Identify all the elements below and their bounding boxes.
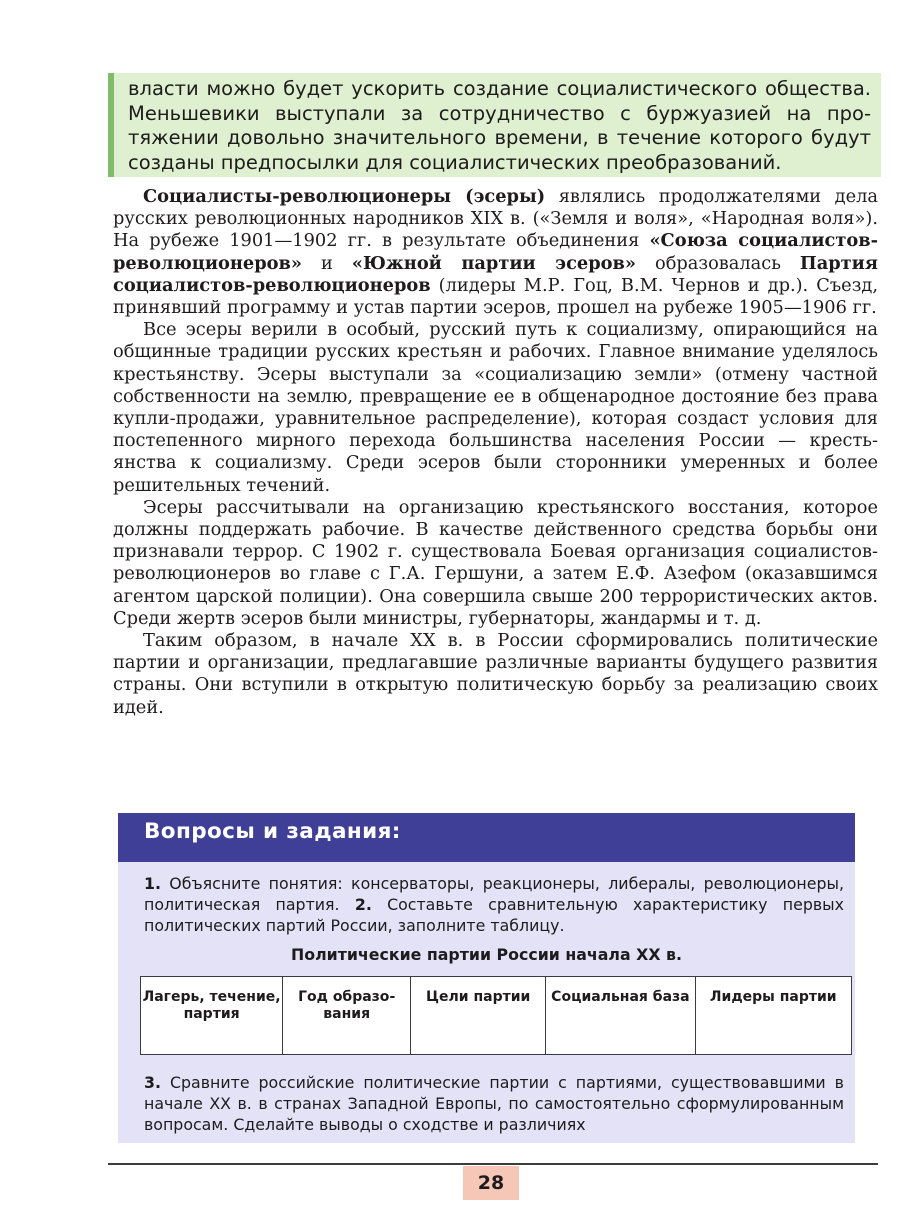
col-leaders: Лидеры партии [695,977,851,1055]
col-social-base: Социальная база [546,977,695,1055]
col-year: Год образования [283,977,411,1055]
question-1-2: 1. Объясните понятия: консерваторы, реакционеры, либералы, революционеры, политическая партия. 2. Составьте сравнительную характеристику первых политических партий России, заполните таблицу. [144,874,844,935]
paragraph-sr-terror: Эсеры рассчитывали на организацию крестьянского восстания, которое должны поддержать рабочие. В качестве действенного средства борьбы они признавали террор. С 1902 г. существовала Боевая организация социалистов-революционеров во главе с Г.А. Гершуни, а затем Е.Ф. Азефом (оказавшимся агентом царской полиции). Она совершила свыше 200 террористических актов. Среди жертв эсеров были министры, губернаторы, жандармы и т. д. [113,496,878,629]
term-union-sr: «Союза социалистов-революционеров» [113,230,878,274]
col-goals: Цели партии [411,977,546,1055]
intro-highlight-box [108,73,881,177]
parties-table [140,976,852,1055]
term-sr-party: Партия социалистов-революционеров [113,252,879,296]
questions-block [118,813,855,1143]
term-socialist-revolutionaries: Социалисты-революционеры (эсеры) [143,186,546,207]
paragraph-conclusion: Таким образом, в начале XX в. в России сформировались политические партии и организации, предлагавшие различные варианты будущего развития страны. Они вступили в открытую политическую борьбу за реализацию своих идей. [113,630,878,718]
paragraph-sr-party: Социалисты-революционеры (эсеры) являлись продолжателями дела русских революционных народников XIX в. («Земля и воля», «Народная воля»). На рубеже 1901—1902 гг. в результате объединения «Союза социалистов-революционеров» и «Южной партии эсеров» образовалась Партия социалистов-революционеров (лидеры М.Р. Гоц, В.М. Чернов и др.). Съезд, принявший программу и устав партии эсеров, прошел на рубеже 1905—1906 гг. [113,186,879,319]
main-text [113,186,878,719]
term-southern-party: «Южной партии эсеров» [351,252,636,274]
table-header-row [141,977,852,1055]
footer-divider [108,1163,878,1165]
page-number: 28 [463,1166,519,1200]
questions-title: Вопросы и задания: [144,819,401,844]
questions-header [118,813,855,862]
question-3: 3. Сравните российские политические партии с партиями, существовавшими в начале XX в. в странах Западной Европы, по самостоятельно сформулированным вопросам. Сделайте выводы о сходстве и различиях [144,1073,844,1134]
col-camp: Лагерь, течение, партия [141,977,283,1055]
table-caption: Политические партии России начала XX в. [291,945,682,964]
intro-text: власти можно будет ускорить создание социалистического общества. Меньшевики выступали за сотрудничество с буржуазией на протяжении довольно значительного времени, в течение которого будут созданы предпосылки для социалистических преобразований. [128,77,871,174]
paragraph-sr-beliefs: Все эсеры верили в особый, русский путь к социализму, опирающийся на общинные традиции русских крестьян и рабочих. Главное внимание уделялось крестьянству. Эсеры выступали за «социализацию земли» (отмену частной собственности на землю, превращение ее в общенародное достояние без права купли-продажи, уравнительное распределение), которая создаст условия для постепенного мирного перехода большинства населения России — крестьянства к социализму. Среди эсеров были сторонники умеренных и более решительных течений. [113,319,878,496]
